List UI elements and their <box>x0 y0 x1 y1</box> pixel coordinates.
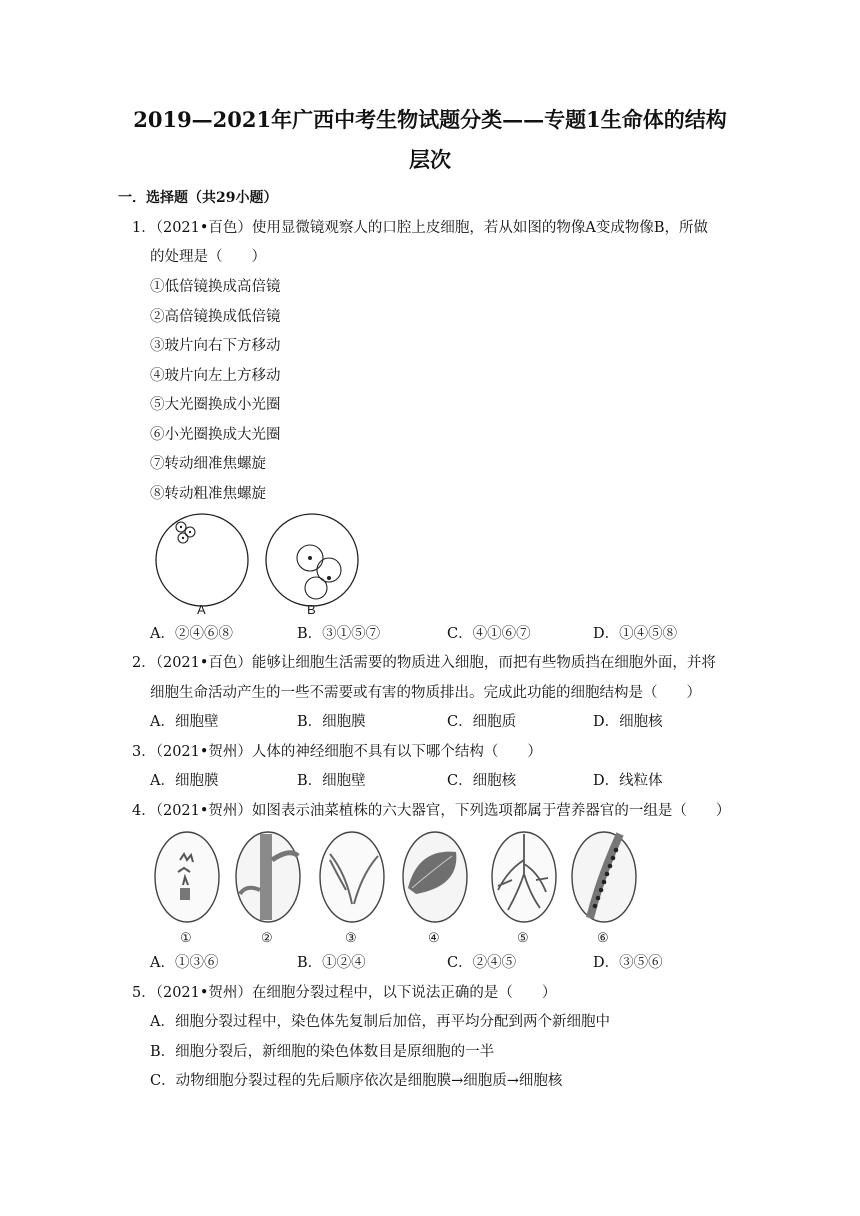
flower-organ-image <box>155 832 219 922</box>
section-heading: 一．选择题（共29小题） <box>118 190 278 206</box>
organ-label-6: ⑥ <box>597 930 609 945</box>
q2-option-a[interactable]: A．细胞壁 <box>150 714 219 730</box>
root-organ-image <box>492 832 556 922</box>
q3-stem: 3．（2021•贺州）人体的神经细胞不具有以下哪个结构（ ） <box>132 744 542 760</box>
q1-step: ⑦转动细准焦螺旋 <box>150 456 266 472</box>
q1-stem-line-2: 的处理是（ ） <box>150 249 266 265</box>
q1-step: ③玻片向右下方移动 <box>150 338 281 354</box>
q1-step: ①低倍镜换成高倍镜 <box>150 279 281 295</box>
document-title-line-1: 2019—2021年广西中考生物试题分类——专题1生命体的结构 <box>133 107 727 132</box>
q4-stem: 4．（2021•贺州）如图表示油菜植株的六大器官，下列选项都属于营养器官的一组是（ ） <box>132 803 731 819</box>
q3-option-b[interactable]: B．细胞壁 <box>297 773 366 789</box>
organ-label-4: ④ <box>428 930 440 945</box>
q5-choice-b[interactable]: B．细胞分裂后，新细胞的染色体数目是原细胞的一半 <box>150 1044 495 1060</box>
organ-label-5: ⑤ <box>517 930 529 945</box>
stem-organ-image <box>236 832 300 922</box>
q5-choice-a[interactable]: A．细胞分裂过程中，染色体先复制后加倍，再平均分配到两个新细胞中 <box>150 1014 610 1030</box>
q2-stem-line-2: 细胞生命活动产生的一些不需要或有害的物质排出。完成此功能的细胞结构是（ ） <box>150 685 701 701</box>
q2-option-c[interactable]: C．细胞质 <box>447 714 517 730</box>
q5-stem: 5．（2021•贺州）在细胞分裂过程中，以下说法正确的是（ ） <box>132 985 557 1001</box>
rape-plant-organs-figure <box>150 830 650 948</box>
q1-step: ④玻片向左上方移动 <box>150 368 281 384</box>
q4-option-d[interactable]: D．③⑤⑥ <box>593 955 663 971</box>
q1-stem-line-1: 1．（2021•百色）使用显微镜观察人的口腔上皮细胞，若从如图的物像A变成物像B，所做 <box>132 220 709 236</box>
document-title-line-2: 层次 <box>409 147 451 172</box>
microscope-view-figure <box>145 512 365 616</box>
view-b-circle <box>266 514 358 606</box>
fruit-organ-image <box>320 832 384 922</box>
q2-stem-line-1: 2．（2021•百色）能够让细胞生活需要的物质进入细胞，而把有些物质挡在细胞外面，并将 <box>132 655 716 671</box>
leaf-organ-image <box>403 832 467 922</box>
q3-option-c[interactable]: C．细胞核 <box>447 773 517 789</box>
q1-step: ⑥小光圈换成大光圈 <box>150 427 281 443</box>
organ-label-3: ③ <box>345 930 357 945</box>
q1-option-b[interactable]: B．③①⑤⑦ <box>297 626 381 642</box>
q1-step: ⑧转动粗准焦螺旋 <box>150 486 266 502</box>
q1-step: ②高倍镜换成低倍镜 <box>150 309 281 325</box>
q5-choice-c[interactable]: C．动物细胞分裂过程的先后顺序依次是细胞膜→细胞质→细胞核 <box>150 1073 563 1089</box>
q2-option-d[interactable]: D．细胞核 <box>593 714 663 730</box>
organ-label-2: ② <box>261 930 273 945</box>
q1-step: ⑤大光圈换成小光圈 <box>150 397 281 413</box>
view-a-circle <box>156 514 248 606</box>
q1-option-a[interactable]: A．②④⑥⑧ <box>150 626 233 642</box>
q4-option-a[interactable]: A．①③⑥ <box>150 955 219 971</box>
view-b-label: B <box>307 602 316 616</box>
q4-option-c[interactable]: C．②④⑤ <box>447 955 517 971</box>
q4-option-b[interactable]: B．①②④ <box>297 955 366 971</box>
q1-option-d[interactable]: D．①④⑤⑧ <box>593 626 678 642</box>
q3-option-a[interactable]: A．细胞膜 <box>150 773 219 789</box>
view-a-label: A <box>197 602 206 616</box>
q1-option-c[interactable]: C．④①⑥⑦ <box>447 626 531 642</box>
q3-option-d[interactable]: D．线粒体 <box>593 773 663 789</box>
q2-option-b[interactable]: B．细胞膜 <box>297 714 366 730</box>
seed-organ-image <box>572 832 636 922</box>
organ-label-1: ① <box>180 930 192 945</box>
